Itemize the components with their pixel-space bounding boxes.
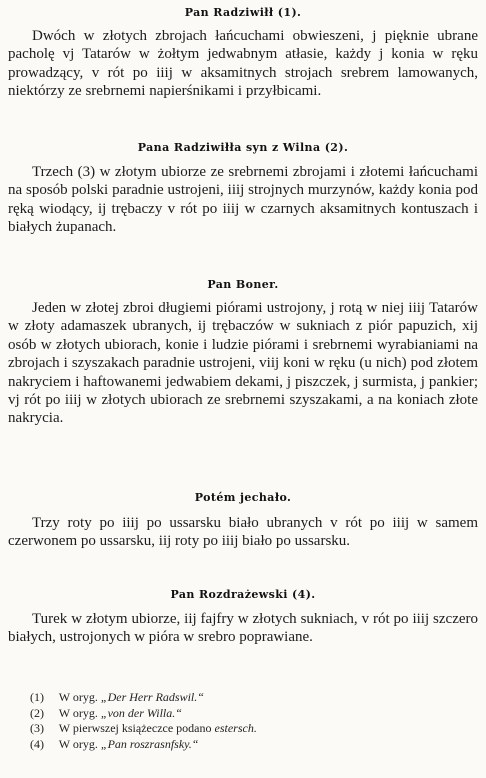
footnote xyxy=(30,737,470,753)
section-heading: Pana Radziwiłła syn z Wilna (2). xyxy=(137,141,349,154)
footnote-source: „Pan roszrasnfsky.“ xyxy=(100,736,199,751)
section-heading: Pan Radziwiłł (1). xyxy=(184,6,302,19)
footnote-prefix: W pierwszej książeczce podano xyxy=(58,721,212,736)
footnote-prefix: W oryg. xyxy=(58,690,98,704)
footnote-prefix: W oryg. xyxy=(58,736,98,751)
section-paragraph: Turek w złotym ubiorze, iij fajfry w złotych sukniach, v rót po iiij szczero białych, ustrojonych w pióra w srebro poprawiane. xyxy=(8,611,478,646)
footnote xyxy=(30,690,470,706)
section-paragraph: Jeden w złotej zbroi długiemi piórami ustrojony, j rotą w niej iiij Tatarów w złoty adamaszek ubranych, ij trębaczów w sukniach z piór papuzich, xij osób w złotych ubiorach, konie i ludzie piórami i srebrnemi wyrabianiami na zbrojach i szyszakach paradnie ustrojeni, viij koni w ręku (u nich) pod złotem nakryciem i haftowanemi jedwabiem dekami, j piszczek, j surmista, j pankier; vj rót po iiij w złotych ubiorach ze srebrnemi szyszakami, a na koniach złote nakrycia. xyxy=(8,300,478,427)
footnote xyxy=(30,721,470,737)
footnote-number: (2) xyxy=(30,705,44,720)
section-heading: Pan Rozdrażewski (4). xyxy=(170,588,316,601)
section-paragraph: Trzy roty po iiij po ussarsku biało ubranych v rót po iiij w samem czerwonem po ussarsku, iij roty po iiij biało po ussarsku. xyxy=(8,515,478,550)
footnote-source: estersch. xyxy=(214,721,257,736)
footnotes xyxy=(30,690,470,752)
footnote-source: „von der Willa.“ xyxy=(100,705,182,720)
footnote-prefix: W oryg. xyxy=(58,705,98,720)
footnote xyxy=(30,706,470,722)
section-paragraph: Trzech (3) w złotym ubiorze ze srebrnemi zbrojami i złotemi łańcuchami na sposób polski paradnie ustrojeni, iiij strojnych murzynów, każdy konia pod ręką wiodący, ij trębaczy v rót po iiij w czarnych aksamitnych kontuszach i białych żupanach. xyxy=(8,164,478,236)
section-paragraph: Dwóch w złotych zbrojach łańcuchami obwieszeni, j pięknie ubrane pacholę vj Tatarów w żołtym jedwabnym atłasie, każdy j konia w ręku prowadzący, v rót po iiij w aksamitnych strojach srebrem lamowanych, niektórzy ze srebrnemi napierśnikami i przyłbicami. xyxy=(8,28,478,100)
footnote-number: (4) xyxy=(30,736,44,751)
section-heading: Pan Boner. xyxy=(207,278,279,291)
footnote-source: „Der Herr Radswil.“ xyxy=(100,690,204,704)
footnote-number: (1) xyxy=(30,690,44,704)
footnote-number: (3) xyxy=(30,721,44,736)
section-heading: Potém jechało. xyxy=(194,491,292,504)
